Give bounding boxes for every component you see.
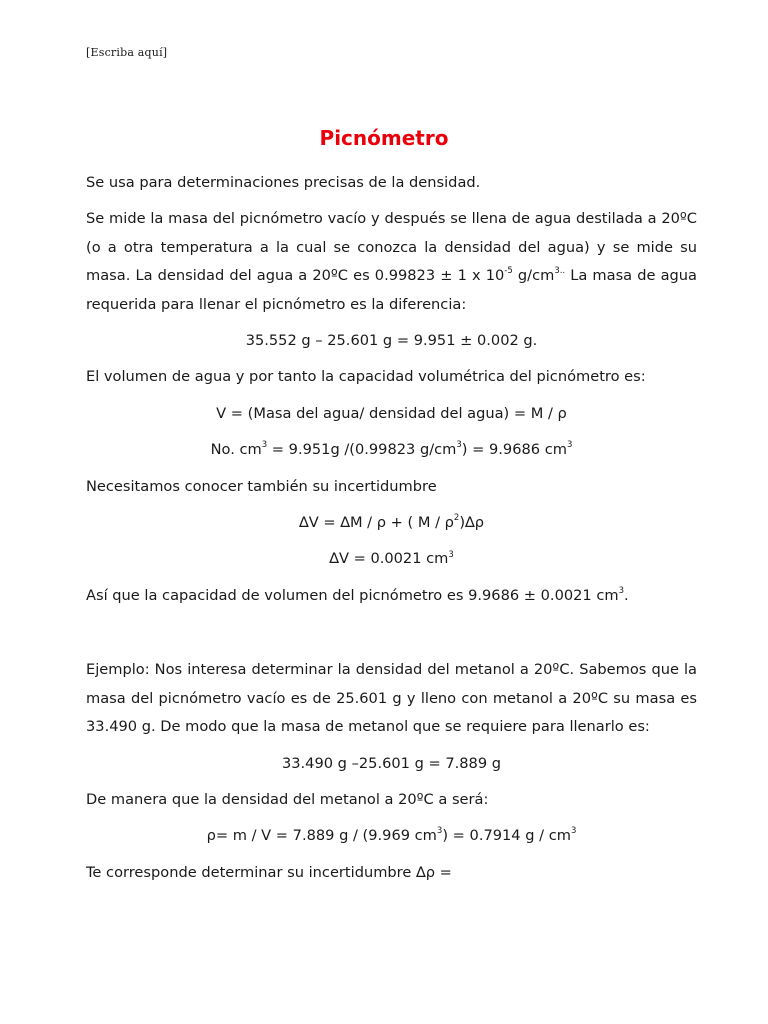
paragraph-intro: Se usa para determinaciones precisas de la densidad. (86, 174, 481, 191)
paragraph-density-intro: De manera que la densidad del metanol a 20ºC a será: (86, 790, 489, 808)
header-placeholder: [Escriba aquí] (86, 46, 168, 59)
text: = 9.951g /(0.99823 g/cm (267, 441, 457, 459)
text: )∆ρ (459, 514, 485, 532)
paragraph-exercise: Te corresponde determinar su incertidumbre ∆ρ = (86, 863, 452, 881)
superscript: 3 (456, 440, 462, 451)
superscript: 3 (566, 440, 573, 451)
equation-uncertainty-formula (86, 509, 697, 537)
text: ) = 9.9686 cm (461, 441, 567, 459)
paragraph-capacity-result (86, 582, 697, 610)
equation-volume-definition: V = (Masa del agua/ densidad del agua) = M / ρ (216, 404, 567, 422)
text: ∆V = ∆M / ρ + ( M / ρ (298, 514, 454, 532)
paragraph-example: Ejemplo: Nos interesa determinar la densidad del metanol a 20ºC. Sabemos que la masa del picnómetro vacío es de 25.601 g y lleno con metanol a 20ºC su masa es 33.490 g. De modo que la masa de metanol que se requiere para llenarlo es: (86, 661, 697, 736)
text: La masa de agua requerida para llenar el picnómetro es la diferencia: (86, 267, 697, 313)
spacer (86, 618, 697, 656)
superscript: 3 (618, 586, 625, 597)
superscript: 3.. (554, 266, 566, 277)
text: g/cm (512, 267, 555, 285)
text: Así que la capacidad de volumen del picnómetro es 9.9686 ± 0.0021 cm (86, 586, 619, 604)
superscript: -5 (504, 266, 513, 277)
paragraph-method (86, 205, 697, 319)
equation-uncertainty-value (86, 545, 697, 573)
superscript: 2 (453, 513, 460, 524)
superscript: 3 (261, 440, 268, 451)
text: No. cm (210, 441, 262, 459)
document-body (86, 169, 697, 895)
page-title: Picnómetro (319, 126, 449, 150)
text: ∆V = 0.0021 cm (329, 550, 449, 568)
superscript: 3 (570, 826, 577, 837)
text: Se mide la masa del picnómetro vacío y después se llena de agua destilada a 20ºC (o a otra temperatura a la cual se conozca la densidad del agua) y se mide su masa. La densidad del agua a 20ºC es 0.99823 ± 1 x 10 (86, 210, 697, 285)
text: . (624, 586, 629, 604)
text: ) = 0.7914 g / cm (442, 827, 571, 845)
equation-volume-value (86, 436, 697, 464)
equation-mass-difference: 35.552 g – 25.601 g = 9.951 ± 0.002 g. (245, 332, 538, 350)
paragraph-volume: El volumen de agua y por tanto la capacidad volumétrica del picnómetro es: (86, 368, 646, 386)
equation-methanol-density (86, 822, 697, 850)
paragraph-uncertainty: Necesitamos conocer también su incertidumbre (86, 477, 437, 495)
superscript: 3 (436, 826, 443, 837)
text: ρ= m / V = 7.889 g / (9.969 cm (206, 827, 437, 845)
superscript: 3 (448, 549, 454, 560)
equation-methanol-mass: 33.490 g –25.601 g = 7.889 g (281, 754, 502, 772)
